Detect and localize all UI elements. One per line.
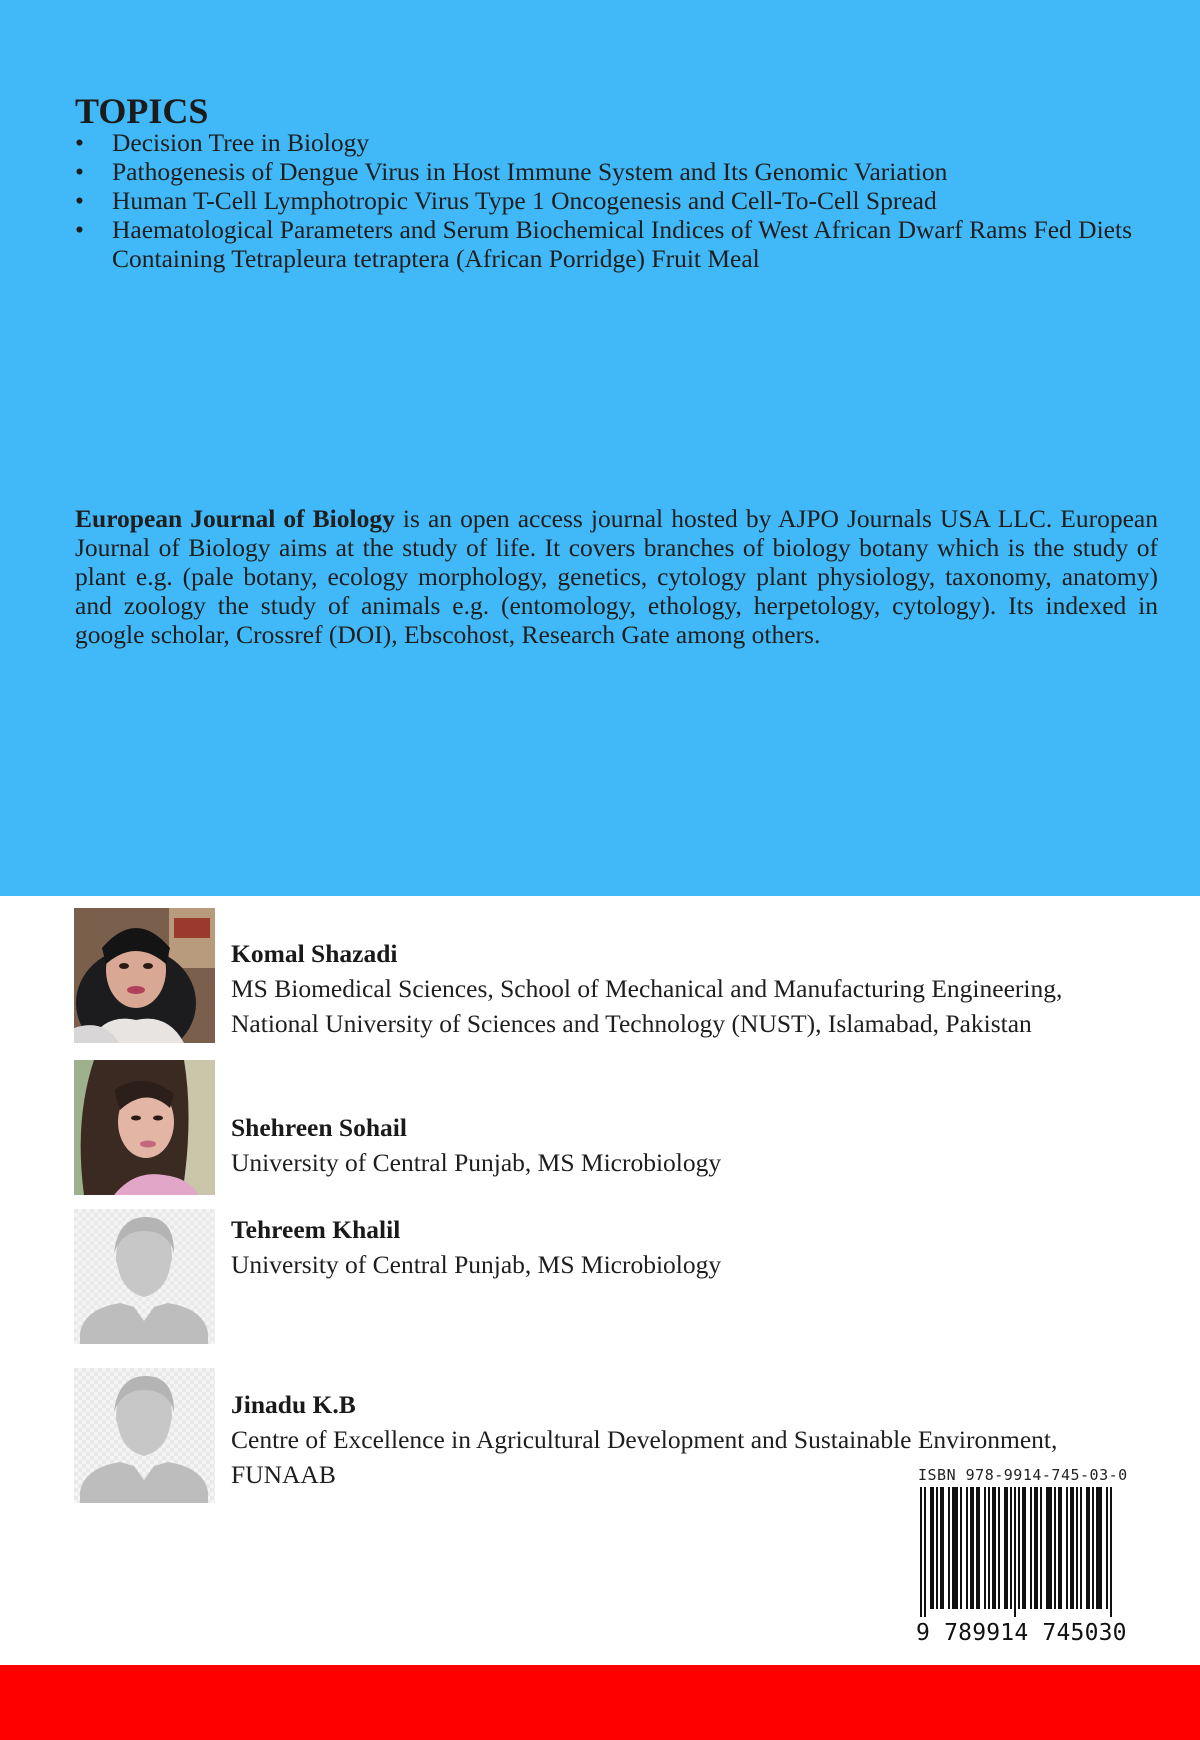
barcode-bar [940, 1487, 942, 1609]
author-name: Komal Shazadi [231, 939, 398, 968]
barcode-bar [1070, 1487, 1072, 1609]
barcode-bar [1098, 1487, 1100, 1609]
barcode-bar [1100, 1487, 1102, 1609]
barcode-bar [1096, 1487, 1098, 1609]
barcode-bar [992, 1487, 994, 1609]
barcode-bar [1058, 1487, 1060, 1609]
journal-name: European Journal of Biology [75, 504, 395, 533]
barcode-bar [1034, 1487, 1036, 1609]
barcode-bar [1106, 1487, 1108, 1609]
barcode-bar [976, 1487, 978, 1609]
user-placeholder-icon [74, 1209, 215, 1344]
barcode-bar [930, 1487, 932, 1609]
barcode-bar [1010, 1487, 1012, 1609]
barcode-bar [1030, 1487, 1032, 1609]
barcode-bar [1066, 1487, 1068, 1609]
topics-list [75, 128, 1160, 273]
barcode-icon [916, 1487, 1118, 1617]
topic-item: • Decision Tree in Biology [75, 128, 1160, 157]
topic-item: • Pathogenesis of Dengue Virus in Host Immune System and Its Genomic Variation [75, 157, 1160, 186]
barcode-bar [1006, 1487, 1008, 1609]
barcode-bar [994, 1487, 996, 1609]
barcode-bar [998, 1487, 1000, 1609]
author-affiliation: Centre of Excellence in Agricultural Development and Sustainable Environment, FUNAAB [231, 1425, 1058, 1489]
barcode-bar [1046, 1487, 1048, 1609]
author-affiliation: University of Central Punjab, MS Microbiology [231, 1148, 722, 1177]
barcode-bar [966, 1487, 968, 1609]
barcode-bar [1014, 1487, 1016, 1617]
barcode-bar [952, 1487, 954, 1609]
journal-description [75, 504, 1158, 649]
topic-item: • Human T-Cell Lymphotropic Virus Type 1 Oncogenesis and Cell-To-Cell Spread [75, 186, 1160, 215]
isbn-label: ISBN 978-9914-745-03-0 [918, 1466, 1128, 1484]
barcode-bar [1040, 1487, 1042, 1609]
barcode-digits: 9 789914 745030 [916, 1620, 1127, 1646]
topics-heading: TOPICS [75, 91, 209, 131]
barcode-bar [1004, 1487, 1006, 1609]
barcode-bar [1048, 1487, 1050, 1609]
red-bottom-band [0, 1665, 1200, 1740]
topic-item: • Haematological Parameters and Serum Biochemical Indices of West African Dwarf Rams Fed Diets Containing Tetrapleura tetraptera (African Porridge) Fruit Meal [75, 215, 1160, 273]
journal-description-text: is an open access journal hosted by AJPO Journals USA LLC. European Journal of Biology aims at the study of life. It covers branches of biology botany which is the study of plant e.g. (pale botany, ecology morphology, genetics, cytology plant physiology, taxonomy, anatomy) and zoology the study of animals e.g. (entomology, ethology, herpetology, cytology). Its indexed in google scholar, Crossref (DOI), Ebscohost, Research Gate among others. [75, 504, 1158, 649]
user-placeholder-icon [74, 1368, 215, 1503]
author-name: Tehreem Khalil [231, 1215, 401, 1244]
author-photo-woman [74, 1060, 215, 1195]
author-name: Jinadu K.B [231, 1390, 356, 1419]
barcode-bar [936, 1487, 938, 1609]
barcode-bar [960, 1487, 962, 1609]
author-photo-woman-headscarf [74, 908, 215, 1043]
barcode-bar [1072, 1487, 1074, 1609]
barcode-bar [1088, 1487, 1090, 1609]
barcode-bar [932, 1487, 934, 1609]
barcode-bar [984, 1487, 986, 1609]
barcode-bar [1022, 1487, 1024, 1609]
author-name: Shehreen Sohail [231, 1113, 407, 1142]
barcode-bar [1036, 1487, 1038, 1609]
barcode-bar [924, 1487, 926, 1617]
barcode-bar [1050, 1487, 1052, 1609]
barcode-bar [1110, 1487, 1112, 1617]
barcode-bar [948, 1487, 950, 1609]
barcode-bar [988, 1487, 990, 1609]
barcode-bar [942, 1487, 944, 1609]
barcode-bar [1060, 1487, 1062, 1609]
barcode-bar [1076, 1487, 1078, 1609]
barcode-bar [1086, 1487, 1088, 1609]
author-affiliation: University of Central Punjab, MS Microbiology [231, 1250, 722, 1279]
barcode-bar [1018, 1487, 1020, 1609]
barcode-bar [970, 1487, 972, 1609]
barcode-bar [1080, 1487, 1082, 1609]
barcode-bar [920, 1487, 922, 1617]
barcode-bar [978, 1487, 980, 1609]
barcode-bar [956, 1487, 958, 1609]
barcode-bar [1024, 1487, 1026, 1609]
author-affiliation: MS Biomedical Sciences, School of Mechanical and Manufacturing Engineering, National University of Sciences and Technology (NUST), Islamabad, Pakistan [231, 974, 1063, 1038]
barcode-bar [1054, 1487, 1056, 1609]
barcode-bar [1092, 1487, 1094, 1609]
barcode-bar [972, 1487, 974, 1609]
barcode-bar [954, 1487, 956, 1609]
